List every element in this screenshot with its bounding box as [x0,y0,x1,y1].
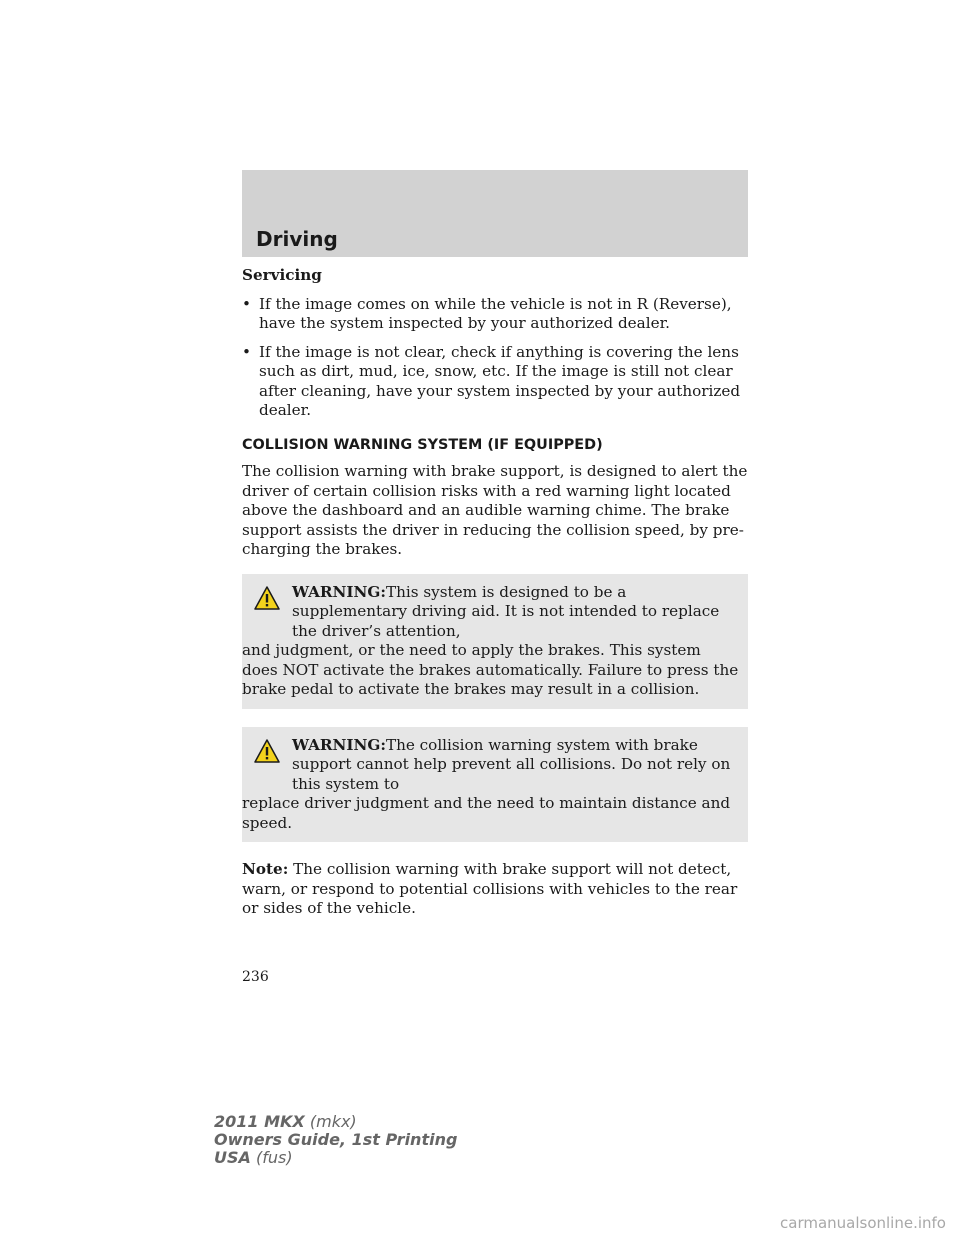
list-item [242,295,748,334]
warning-label: WARNING: [292,735,386,754]
watermark: carmanualsonline.info [780,1214,946,1232]
warning-text: replace driver judgment and the need to maintain distance and speed. [242,794,731,832]
warning-text: This system is designed to be a supplementary driving aid. It is not intended to replace the driver’s attention, [292,582,720,640]
bullet-text: If the image is not clear, check if anything is covering the lens such as dirt, mud, ice, snow, etc. If the image is still not clear after cleaning, have your system inspected by your authorized dealer. [259,342,741,419]
list-item [242,343,748,421]
note-paragraph [242,860,748,919]
servicing-heading: Servicing [242,266,322,284]
footer-guide: Owners Guide, 1st Printing [214,1130,458,1149]
warning-box [242,727,748,843]
section-title: Driving [256,227,338,251]
bullet-icon: • [242,294,251,313]
note-text: The collision warning with brake support will not detect, warn, or respond to potential collisions with vehicles to the rear or sides of the vehicle. [242,860,738,917]
bullet-icon: • [242,342,251,361]
footer-market-code: (fus) [256,1148,293,1167]
warning-text: and judgment, or the need to apply the brakes. This system does NOT activate the brakes automatically. Failure to press the brake pedal to activate the brakes may result in a collision. [242,641,739,698]
footer-market: USA [214,1148,251,1167]
footer-model-code: (mkx) [309,1112,357,1131]
page-content [242,266,748,933]
page-number: 236 [242,969,269,985]
bullet-text: If the image comes on while the vehicle is not in R (Reverse), have the system inspected by your authorized dealer. [259,294,732,332]
collision-section-title: COLLISION WARNING SYSTEM (IF EQUIPPED) [242,436,603,453]
warning-triangle-icon [254,586,280,610]
footer-model: 2011 MKX [214,1112,305,1131]
note-label: Note: [242,860,289,878]
section-header-band [242,170,748,257]
warning-label: WARNING: [292,582,386,601]
warning-text: The collision warning system with brake support cannot help prevent all collisions. Do not rely on this system to [292,735,731,793]
warning-triangle-icon [254,739,280,763]
print-footer [214,1113,457,1167]
collision-intro: The collision warning with brake support, is designed to alert the driver of certain collision risks with a red warning light located above the dashboard and an audible warning chime. The brake support assists the driver in reducing the collision speed, by pre-charging the brakes. [242,462,748,558]
warning-box [242,574,748,709]
